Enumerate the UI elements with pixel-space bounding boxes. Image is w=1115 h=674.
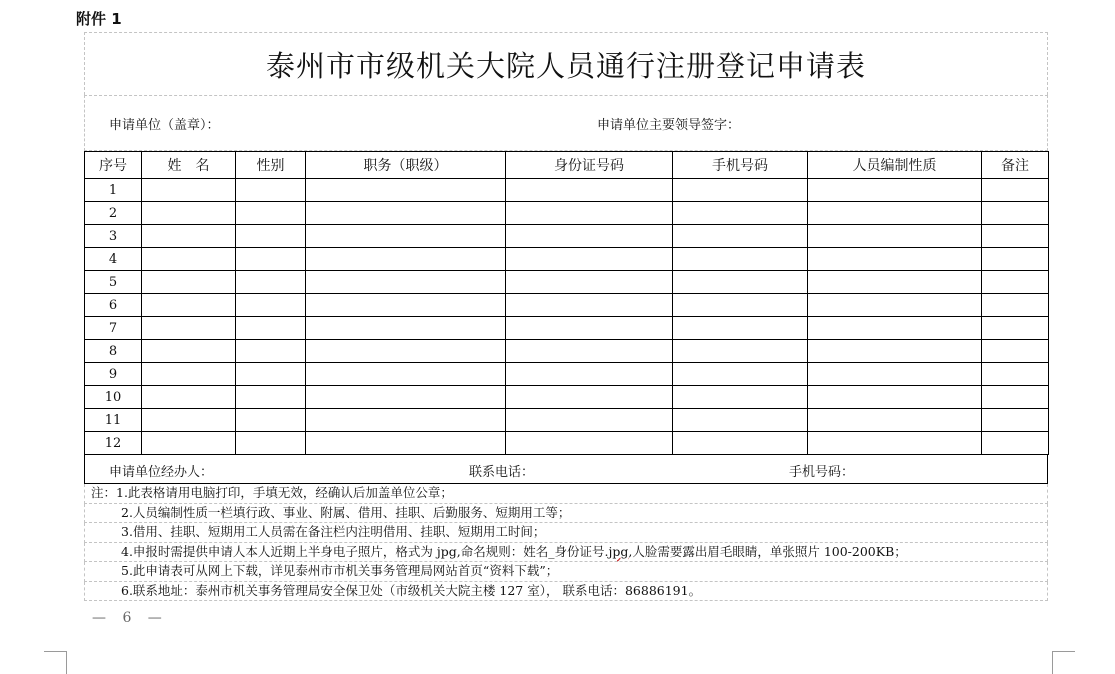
table-row — [85, 409, 1049, 432]
contact-row — [84, 455, 1048, 484]
table-cell — [506, 179, 673, 202]
table-cell — [673, 271, 808, 294]
table-cell — [306, 363, 506, 386]
note-1: 注：1.此表格请用电脑打印，手填无效，经确认后加盖单位公章； — [84, 484, 1048, 504]
page-number: — 6 — — [92, 610, 168, 626]
header-seq: 序号 — [85, 152, 142, 179]
applicant-unit-label: 申请单位（盖章）： — [109, 118, 220, 133]
table-cell — [673, 202, 808, 225]
registration-form — [84, 32, 1048, 601]
table-cell — [142, 179, 236, 202]
note-4-part-a: 4.申报时需提供申请人本人近期上半身电子照片，格式为 jpg,命名规则：姓名_身份证号. — [121, 543, 609, 559]
table-cell — [673, 409, 808, 432]
row-number: 5 — [85, 271, 142, 294]
table-cell — [306, 271, 506, 294]
table-cell — [982, 248, 1049, 271]
table-cell — [236, 432, 306, 455]
form-title: 泰州市市级机关大院人员通行注册登记申请表 — [265, 48, 866, 83]
table-cell — [808, 409, 982, 432]
table-cell — [236, 179, 306, 202]
table-cell — [142, 248, 236, 271]
row-number: 7 — [85, 317, 142, 340]
table-cell — [306, 432, 506, 455]
table-cell — [982, 432, 1049, 455]
phone-label: 联系电话： — [469, 465, 535, 480]
table-cell — [306, 202, 506, 225]
table-cell — [982, 179, 1049, 202]
attachment-label: 附件 1 — [76, 10, 122, 28]
table-row — [85, 363, 1049, 386]
table-row — [85, 248, 1049, 271]
table-cell — [808, 202, 982, 225]
page-corner-bottom-left — [44, 651, 67, 674]
table-cell — [142, 363, 236, 386]
table-cell — [506, 363, 673, 386]
table-cell — [673, 179, 808, 202]
table-cell — [236, 409, 306, 432]
table-cell — [808, 271, 982, 294]
row-number: 4 — [85, 248, 142, 271]
row-number: 6 — [85, 294, 142, 317]
table-cell — [506, 386, 673, 409]
table-cell — [236, 317, 306, 340]
table-cell — [982, 340, 1049, 363]
table-cell — [506, 248, 673, 271]
mobile-label: 手机号码： — [789, 465, 855, 480]
table-cell — [306, 179, 506, 202]
table-cell — [673, 225, 808, 248]
table-cell — [808, 363, 982, 386]
table-cell — [236, 294, 306, 317]
note-3: 3.借用、挂职、短期用工人员需在备注栏内注明借用、挂职、短期用工时间； — [84, 523, 1048, 543]
header-id-number: 身份证号码 — [506, 152, 673, 179]
note-4 — [84, 543, 1048, 563]
table-cell — [236, 248, 306, 271]
table-row — [85, 179, 1049, 202]
table-cell — [142, 432, 236, 455]
table-cell — [982, 202, 1049, 225]
row-number: 11 — [85, 409, 142, 432]
table-cell — [808, 340, 982, 363]
table-cell — [808, 386, 982, 409]
table-cell — [808, 317, 982, 340]
table-cell — [506, 294, 673, 317]
table-cell — [673, 340, 808, 363]
header-remarks: 备注 — [982, 152, 1049, 179]
header-mobile: 手机号码 — [673, 152, 808, 179]
row-number: 8 — [85, 340, 142, 363]
table-cell — [142, 317, 236, 340]
table-row — [85, 432, 1049, 455]
table-cell — [808, 179, 982, 202]
table-row — [85, 317, 1049, 340]
header-gender: 性别 — [236, 152, 306, 179]
table-body — [85, 179, 1049, 455]
table-row — [85, 202, 1049, 225]
row-number: 12 — [85, 432, 142, 455]
note-6: 6.联系地址：泰州市机关事务管理局安全保卫处（市级机关大院主楼 127 室）， 联系电话：86886191。 — [84, 582, 1048, 602]
table-row — [85, 225, 1049, 248]
row-number: 10 — [85, 386, 142, 409]
table-cell — [142, 409, 236, 432]
table-cell — [808, 225, 982, 248]
table-cell — [982, 363, 1049, 386]
note-4-part-c: ,人脸需要露出眉毛眼睛，单张照片 100-200KB； — [628, 543, 907, 559]
note-2: 2.人员编制性质一栏填行政、事业、附属、借用、挂职、后勤服务、短期用工等； — [84, 504, 1048, 524]
table-cell — [142, 271, 236, 294]
table-cell — [673, 294, 808, 317]
table-cell — [506, 271, 673, 294]
table-cell — [982, 225, 1049, 248]
table-cell — [673, 248, 808, 271]
table-cell — [236, 225, 306, 248]
table-cell — [982, 386, 1049, 409]
table-cell — [673, 363, 808, 386]
table-cell — [236, 363, 306, 386]
table-cell — [306, 294, 506, 317]
table-cell — [306, 386, 506, 409]
row-number: 3 — [85, 225, 142, 248]
row-number: 2 — [85, 202, 142, 225]
table-cell — [142, 202, 236, 225]
leader-signature-label: 申请单位主要领导签字： — [597, 118, 741, 133]
table-cell — [306, 248, 506, 271]
table-cell — [236, 386, 306, 409]
table-cell — [506, 432, 673, 455]
header-position: 职务（职级） — [306, 152, 506, 179]
table-cell — [982, 317, 1049, 340]
table-cell — [306, 409, 506, 432]
row-number: 1 — [85, 179, 142, 202]
table-cell — [142, 340, 236, 363]
table-cell — [673, 386, 808, 409]
table-cell — [673, 317, 808, 340]
row-number: 9 — [85, 363, 142, 386]
table-cell — [306, 340, 506, 363]
table-cell — [506, 340, 673, 363]
table-cell — [236, 271, 306, 294]
table-cell — [982, 409, 1049, 432]
table-cell — [142, 225, 236, 248]
page-corner-bottom-right — [1052, 651, 1075, 674]
table-cell — [808, 432, 982, 455]
table-cell — [506, 317, 673, 340]
table-row — [85, 294, 1049, 317]
table-cell — [236, 340, 306, 363]
applicant-info — [84, 95, 1048, 151]
table-row — [85, 271, 1049, 294]
table-row — [85, 340, 1049, 363]
table-cell — [808, 294, 982, 317]
table-cell — [306, 225, 506, 248]
table-cell — [506, 225, 673, 248]
handler-label: 申请单位经办人： — [109, 465, 214, 480]
registration-table — [84, 151, 1049, 455]
table-cell — [506, 409, 673, 432]
table-cell — [982, 294, 1049, 317]
table-cell — [808, 248, 982, 271]
table-row — [85, 386, 1049, 409]
table-header-row — [85, 152, 1049, 179]
table-cell — [306, 317, 506, 340]
note-5: 5.此申请表可从网上下载，详见泰州市市机关事务管理局网站首页“资料下载”； — [84, 562, 1048, 582]
table-cell — [142, 386, 236, 409]
table-cell — [506, 202, 673, 225]
table-cell — [142, 294, 236, 317]
title-box — [84, 32, 1048, 95]
table-cell — [673, 432, 808, 455]
note-4-part-b: jpg — [608, 543, 629, 559]
table-cell — [982, 271, 1049, 294]
table-cell — [236, 202, 306, 225]
notes-section — [84, 484, 1048, 601]
header-staffing-type: 人员编制性质 — [808, 152, 982, 179]
header-name: 姓 名 — [142, 152, 236, 179]
